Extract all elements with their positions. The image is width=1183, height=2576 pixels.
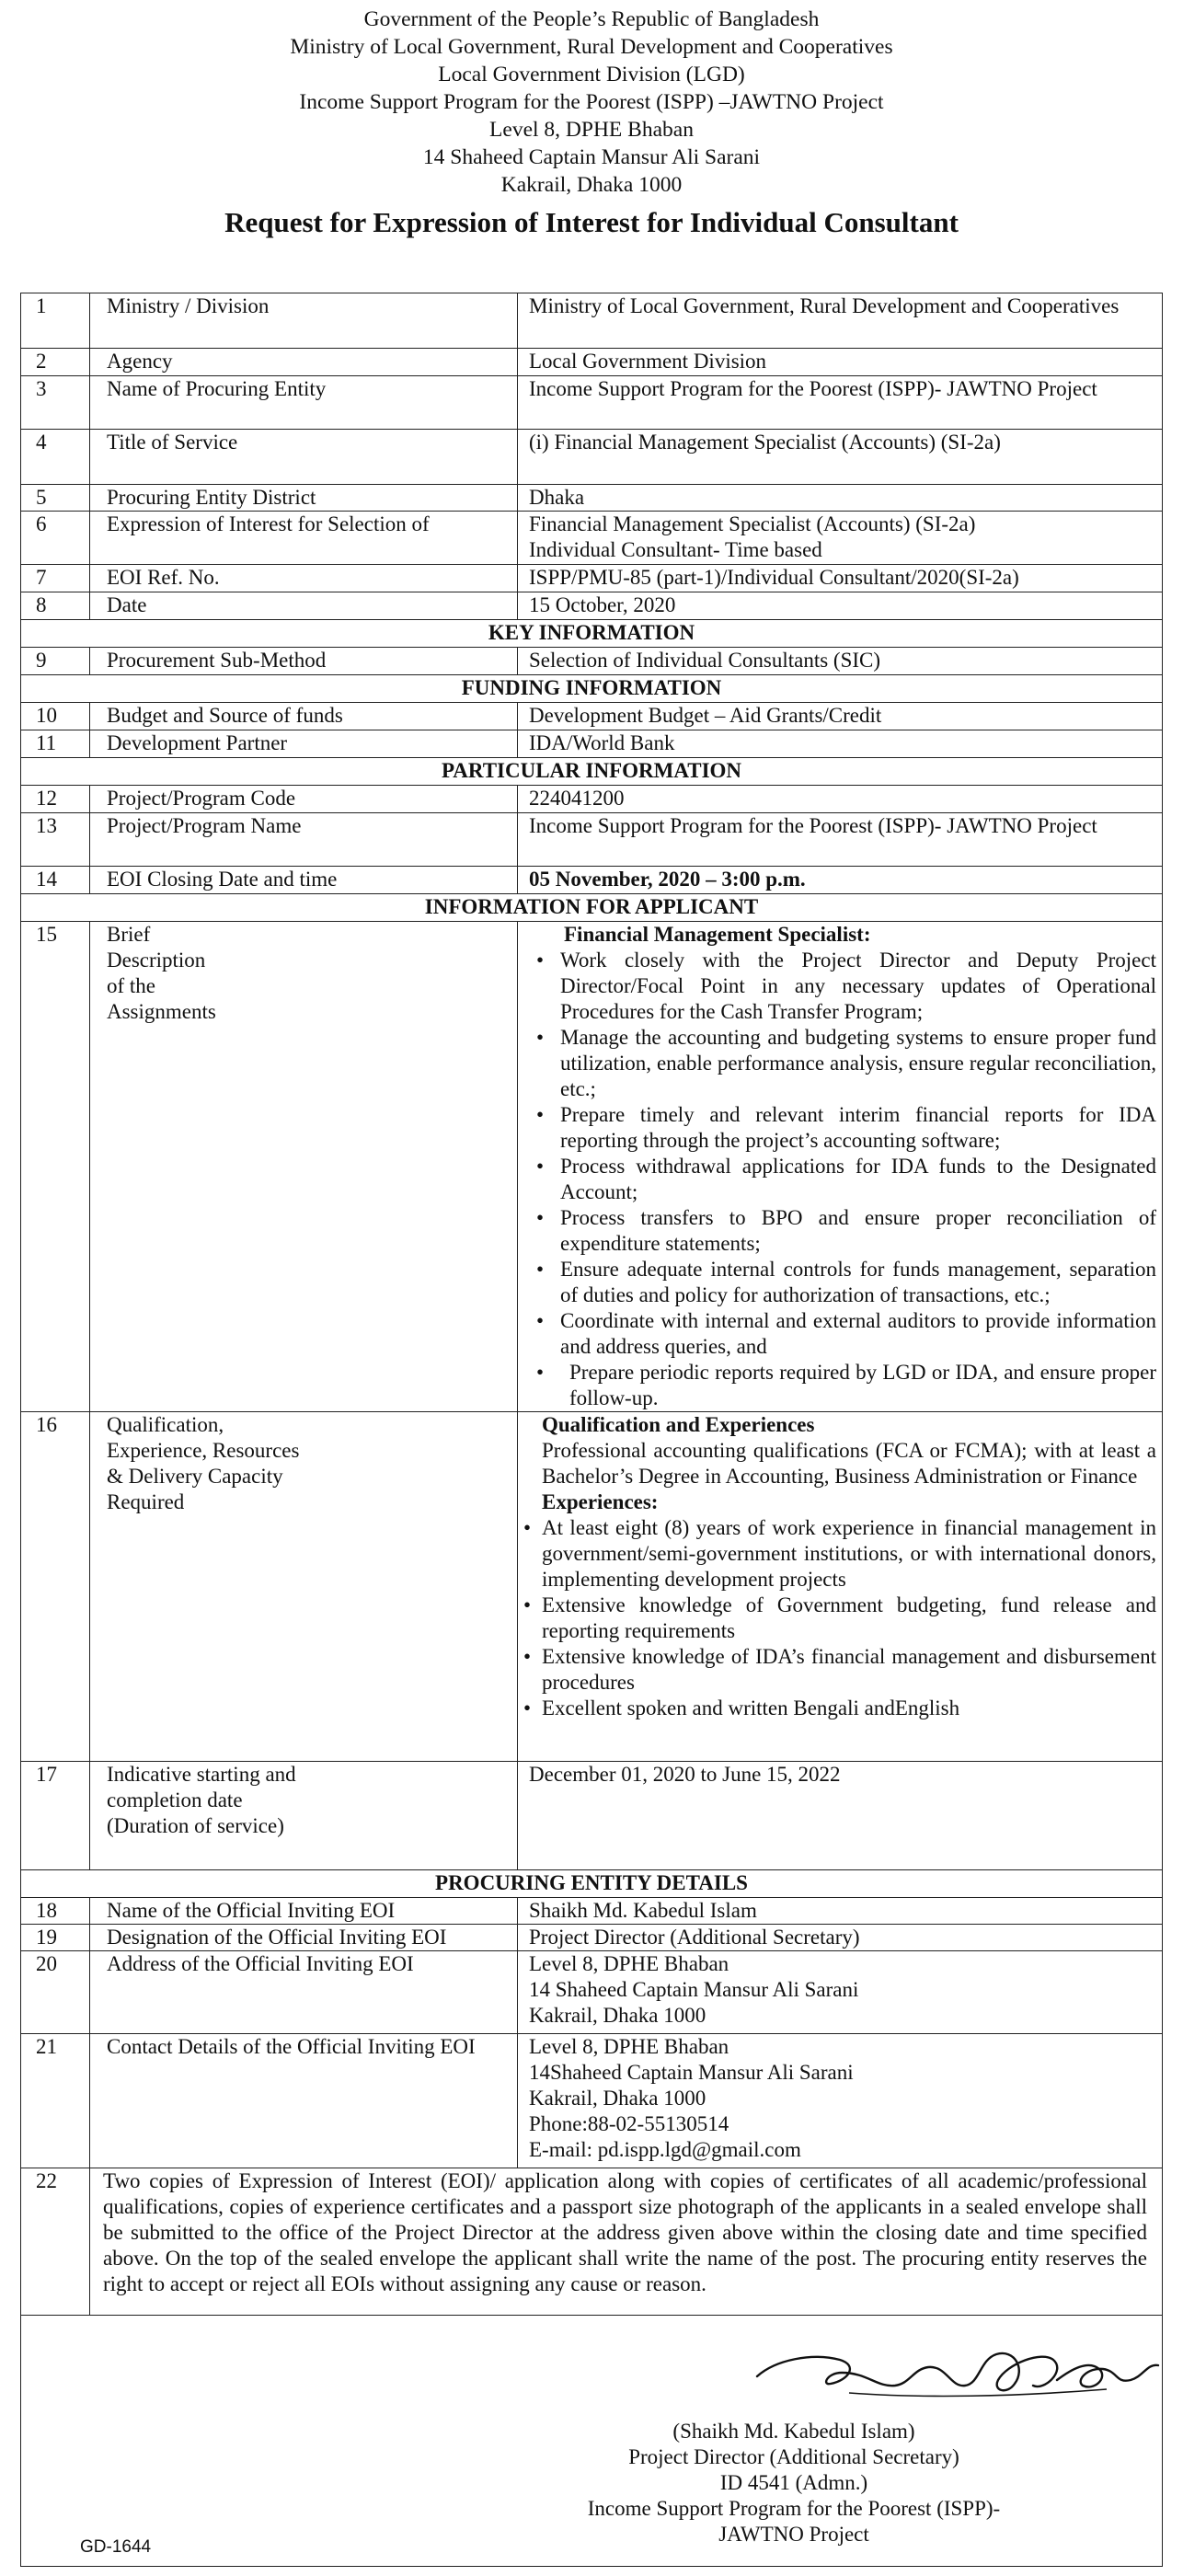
row-label: Name of Procuring Entity [90,376,518,430]
row-label [90,1762,518,1870]
header-line: Level 8, DPHE Bhaban [489,118,694,142]
row-value: December 01, 2020 to June 15, 2022 [518,1762,1163,1870]
table-row [21,1898,1163,1925]
row-value: IDA/World Bank [518,730,1163,758]
row-number: 14 [21,867,90,894]
row-label-text: Qualification, Experience, Resources & Delivery Capacity Required [107,1413,300,1513]
table-row [21,1762,1163,1870]
header-line: Income Support Program for the Poorest (ISPP) –JAWTNO Project [299,90,884,114]
row-value: Selection of Individual Consultants (SIC) [518,648,1163,675]
row-value: (i) Financial Management Specialist (Accounts) (SI-2a) [518,430,1163,485]
table-row [21,813,1163,867]
row-value: 224041200 [518,786,1163,813]
table-row [21,293,1163,349]
row-number: 1 [21,293,90,349]
signatory-block [555,2419,1033,2547]
row-number: 22 [21,2168,90,2316]
row-label: Budget and Source of funds [90,703,518,730]
row-value [518,1412,1163,1762]
row-value: Income Support Program for the Poorest (ISPP)- JAWTNO Project [518,813,1163,867]
table-row [21,485,1163,512]
row-number: 16 [21,1412,90,1762]
row-value: ISPP/PMU-85 (part-1)/Individual Consultant/2020(SI-2a) [518,565,1163,592]
closing-date-value: 05 November, 2020 – 3:00 p.m. [529,868,806,891]
table-row [21,922,1163,1412]
list-item: • Work closely with the Project Director and Deputy Project Director/Focal Point in any necessary updates of Operational Procedures for the Cash Transfer Program; [560,948,1156,1025]
signature-zone [21,2316,1162,2566]
section-row [21,894,1163,922]
header-line: Ministry of Local Government, Rural Development and Cooperatives [290,35,893,59]
row-number: 17 [21,1762,90,1870]
table-row [21,1412,1163,1762]
row-number: 4 [21,430,90,485]
row-label: Date [90,592,518,620]
signatory-name: (Shaikh Md. Kabedul Islam) [672,2420,915,2443]
row-label: Address of the Official Inviting EOI [90,1951,518,2034]
row-value: Project Director (Additional Secretary) [518,1925,1163,1951]
row-label: Agency [90,349,518,376]
contact-line: Phone:88-02-55130514 [529,2112,729,2135]
row-number: 12 [21,786,90,813]
table-row [21,648,1163,675]
experience-heading: Experiences: [542,1490,659,1513]
row-label: Project/Program Name [90,813,518,867]
row-label: EOI Ref. No. [90,565,518,592]
row-value: Dhaka [518,485,1163,512]
table-row [21,376,1163,430]
row-number: 18 [21,1898,90,1925]
row-number: 2 [21,349,90,376]
signatory-designation: Project Director (Additional Secretary) [628,2445,959,2468]
row-number: 20 [21,1951,90,2034]
list-item: • Manage the accounting and budgeting systems to ensure proper fund utilization, enable performance analysis, ensure regular reconciliation, etc.; [560,1025,1156,1102]
header-line: 14 Shaheed Captain Mansur Ali Sarani [422,145,761,169]
address-line: 14 Shaheed Captain Mansur Ali Sarani [529,1978,859,2001]
row-label: Procurement Sub-Method [90,648,518,675]
row-number: 11 [21,730,90,758]
row-number: 5 [21,485,90,512]
table-row [21,2168,1163,2316]
qualification-text: Professional accounting qualifications (FCA or FCMA); with at least a Bachelor’s Degree in Accounting, Business Administration or Finance [542,1439,1156,1488]
contact-line: Kakrail, Dhaka 1000 [529,2087,706,2110]
contact-line: Level 8, DPHE Bhaban [529,2035,729,2058]
row-label [90,1412,518,1762]
list-item: • Prepare timely and relevant interim financial reports for IDA reporting through the project’s accounting software; [560,1102,1156,1154]
row-label: Title of Service [90,430,518,485]
row-number: 8 [21,592,90,620]
list-item: • Extensive knowledge of Government budgeting, fund release and reporting requirements [542,1593,1156,1644]
section-heading-key-information: KEY INFORMATION [21,620,1163,648]
section-row [21,675,1163,703]
row-number: 7 [21,565,90,592]
row-number: 19 [21,1925,90,1951]
list-item: • Process withdrawal applications for IDA funds to the Designated Account; [560,1154,1156,1205]
handwritten-signature [739,2332,1171,2415]
signature-row [21,2316,1163,2567]
table-row [21,703,1163,730]
row-number: 10 [21,703,90,730]
signatory-project: JAWTNO Project [718,2523,869,2546]
row-number: 21 [21,2034,90,2168]
row-label: Name of the Official Inviting EOI [90,1898,518,1925]
row-value [518,922,1163,1412]
section-row [21,620,1163,648]
section-row [21,758,1163,786]
row-value: 15 October, 2020 [518,592,1163,620]
row-label: EOI Closing Date and time [90,867,518,894]
table-row [21,867,1163,894]
list-item: • Prepare periodic reports required by LGD or IDA, and ensure proper follow-up. [560,1360,1156,1411]
row-label: Procuring Entity District [90,485,518,512]
row-number: 13 [21,813,90,867]
address-line: Kakrail, Dhaka 1000 [529,2004,706,2027]
row-label: Expression of Interest for Selection of [90,512,518,565]
submission-instructions [90,2168,1163,2316]
list-item: • Process transfers to BPO and ensure proper reconciliation of expenditure statements; [560,1205,1156,1257]
signatory-program: Income Support Program for the Poorest (ISPP)- [587,2497,1001,2520]
row-label-text: Brief Description of the Assignments [107,923,216,1023]
row-number: 9 [21,648,90,675]
row-value [518,512,1163,565]
row-value-line: Individual Consultant- Time based [529,538,822,561]
page-title: Request for Expression of Interest for Individual Consultant [224,206,959,238]
list-item: • At least eight (8) years of work experience in financial management in government/semi-government institutions, or with international donors, implementing development projects [542,1515,1156,1593]
section-heading-particular-information: PARTICULAR INFORMATION [21,758,1163,786]
table-row [21,786,1163,813]
header-line: Kakrail, Dhaka 1000 [500,173,683,197]
experience-list [518,1515,1156,1721]
row-value [518,867,1163,894]
row-label: Contact Details of the Official Inviting EOI [90,2034,518,2168]
row-label: Development Partner [90,730,518,758]
table-row [21,565,1163,592]
section-heading-information-for-applicant: INFORMATION FOR APPLICANT [21,894,1163,922]
section-heading-procuring-entity-details: PROCURING ENTITY DETAILS [21,1870,1163,1898]
row-value [518,1951,1163,2034]
table-row [21,512,1163,565]
row-value: Income Support Program for the Poorest (ISPP)- JAWTNO Project [518,376,1163,430]
contact-email: E-mail: pd.ispp.lgd@gmail.com [529,2138,801,2161]
table-row [21,349,1163,376]
list-item: • Coordinate with internal and external auditors to provide information and address queries, and [560,1308,1156,1360]
row-label [90,922,518,1412]
row-label: Project/Program Code [90,786,518,813]
row-label: Designation of the Official Inviting EOI [90,1925,518,1951]
section-row [21,1870,1163,1898]
signature-cell [21,2316,1163,2567]
row-value: Local Government Division [518,349,1163,376]
row-label-text: Indicative starting and completion date (Duration of service) [107,1763,296,1837]
row-number: 6 [21,512,90,565]
row-number: 3 [21,376,90,430]
address-line: Level 8, DPHE Bhaban [529,1952,729,1975]
document-header [0,0,1183,199]
qualification-heading: Qualification and Experiences [542,1413,815,1436]
row-label: Ministry / Division [90,293,518,349]
submission-text: Two copies of Expression of Interest (EOI)/ application along with copies of certificates of all academic/professional qualifications, copies of experience certificates and a passport size photograph of the applicants in a sealed envelope shall be submitted to the office of the Project Director at the address given above within the closing date and time specified above. On the top of the sealed envelope the applicant shall write the name of the post. The procuring entity reserves the right to accept or reject all EOIs without assigning any cause or reason. [103,2169,1147,2295]
signatory-id: ID 4541 (Admn.) [719,2471,868,2494]
header-line: Government of the People’s Republic of Bangladesh [363,7,820,31]
row-value: Shaikh Md. Kabedul Islam [518,1898,1163,1925]
header-line: Local Government Division (LGD) [438,63,745,86]
table-row [21,430,1163,485]
row-value: Development Budget – Aid Grants/Credit [518,703,1163,730]
table-row [21,2034,1163,2168]
eoi-table [20,293,1163,2567]
section-heading-funding-information: FUNDING INFORMATION [21,675,1163,703]
assignment-title: Financial Management Specialist: [564,923,871,946]
table-row [21,1925,1163,1951]
row-value-line: Financial Management Specialist (Accounts) (SI-2a) [529,512,976,535]
table-row [21,1951,1163,2034]
table-row [21,730,1163,758]
contact-line: 14Shaheed Captain Mansur Ali Sarani [529,2061,854,2084]
assignment-list [518,948,1156,1411]
row-number: 15 [21,922,90,1412]
row-value: Ministry of Local Government, Rural Development and Cooperatives [518,293,1163,349]
list-item: • Excellent spoken and written Bengali andEnglish [542,1696,1156,1721]
gd-code: GD-1644 [80,2537,152,2557]
list-item: • Extensive knowledge of IDA’s financial management and disbursement procedures [542,1644,1156,1696]
table-row [21,592,1163,620]
list-item: • Ensure adequate internal controls for funds management, separation of duties and policy for authorization of transactions, etc.; [560,1257,1156,1308]
row-value [518,2034,1163,2168]
